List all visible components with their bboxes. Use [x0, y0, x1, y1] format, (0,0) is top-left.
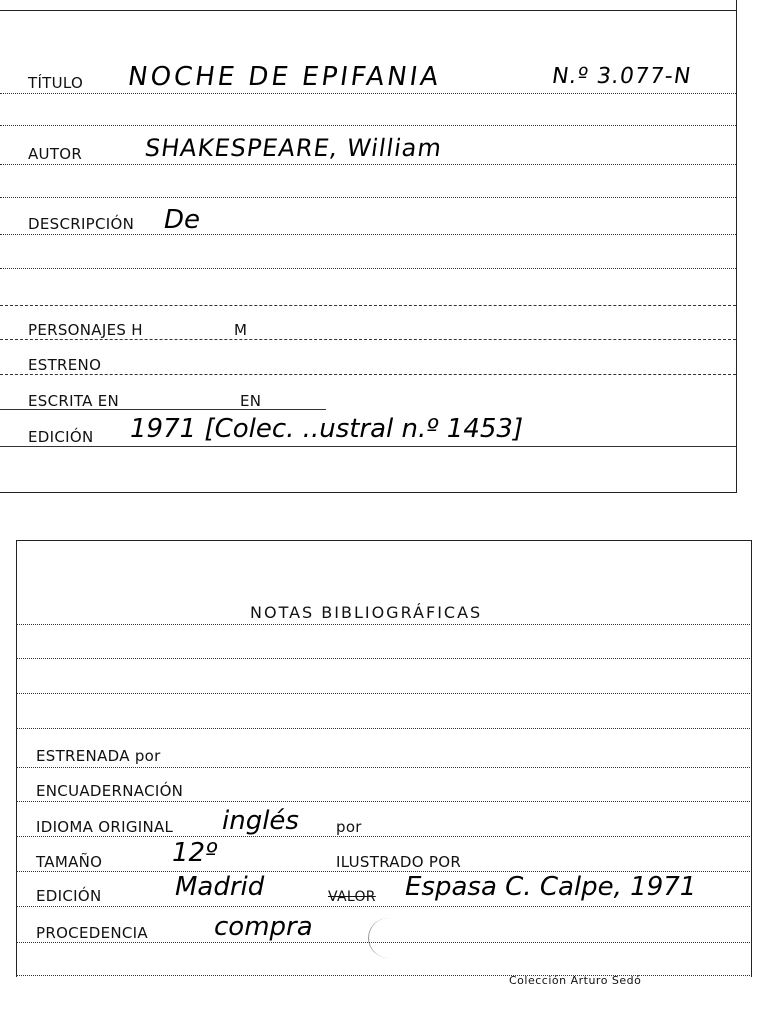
ilustrado-label: ILUSTRADO POR: [336, 853, 462, 871]
estreno-rule: [0, 374, 736, 375]
blank-rule-1: [0, 125, 736, 126]
valor-label: VALOR: [328, 889, 376, 905]
personajes-label: PERSONAJES H: [28, 321, 143, 339]
autor-label: AUTOR: [28, 145, 83, 163]
estrenada-label: ESTRENADA por: [36, 747, 161, 765]
autor-value: SHAKESPEARE, William: [143, 134, 444, 162]
descripcion-label: DESCRIPCIÓN: [28, 215, 135, 233]
collection-footer: Colección Arturo Sedó: [509, 974, 642, 987]
tamano-value: 12º: [172, 838, 218, 868]
card-top-edge: [0, 10, 736, 11]
personajes-rule: [0, 339, 736, 340]
escrita-label: ESCRITA EN: [28, 392, 120, 410]
notas-rule-1: [16, 624, 750, 625]
procedencia-rule: [16, 942, 750, 943]
estreno-label: ESTRENO: [28, 356, 102, 374]
blank-rule-3: [0, 268, 736, 269]
faded-stamp-mark: [368, 918, 409, 958]
escrita-rule: [0, 409, 326, 410]
numero-value: N.º 3.077-N: [550, 64, 693, 89]
procedencia-value: compra: [214, 912, 313, 942]
notas-rule-3: [16, 693, 750, 694]
descripcion-rule: [0, 234, 736, 235]
titulo-label: TÍTULO: [28, 74, 84, 92]
edicion-value: 1971 [Colec. ..ustral n.º 1453]: [130, 414, 524, 444]
notas-title: NOTAS BIBLIOGRÁFICAS: [250, 603, 483, 622]
blank-rule-2: [0, 197, 736, 198]
blank-rule-4: [0, 305, 736, 306]
descripcion-value: De: [164, 205, 201, 235]
encuadernacion-label: ENCUADERNACIÓN: [36, 782, 184, 800]
notas-rule-4: [16, 728, 750, 729]
idioma-value: inglés: [222, 806, 299, 836]
idioma-rule: [16, 836, 750, 837]
edicion2-rule: [16, 906, 750, 907]
edicion-label: EDICIÓN: [28, 428, 94, 446]
edicion2-label: EDICIÓN: [36, 887, 102, 905]
edicion2-value: Madrid: [175, 872, 265, 902]
notas-rule-2: [16, 658, 750, 659]
autor-rule: [0, 164, 736, 165]
titulo-rule: [0, 93, 736, 94]
m-label: M: [234, 321, 248, 339]
valor-value: Espasa C. Calpe, 1971: [405, 872, 697, 902]
por-label: por: [336, 818, 362, 836]
encuadernacion-rule: [16, 801, 750, 802]
estrenada-rule: [16, 767, 750, 768]
en-label: EN: [240, 392, 262, 410]
procedencia-label: PROCEDENCIA: [36, 924, 148, 942]
tamano-label: TAMAÑO: [36, 853, 103, 871]
titulo-value: NOCHE DE EPIFANIA: [125, 62, 444, 92]
edicion-rule: [0, 446, 736, 447]
idioma-label: IDIOMA ORIGINAL: [36, 818, 174, 836]
